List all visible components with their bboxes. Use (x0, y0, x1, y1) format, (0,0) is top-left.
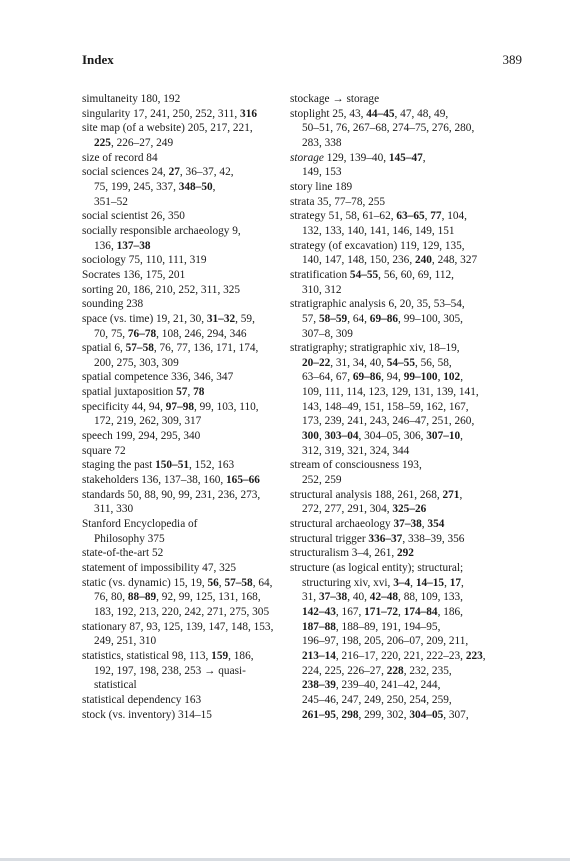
index-entry-continuation: 50–51, 76, 267–68, 274–75, 276, 280, (302, 122, 475, 135)
index-entry (290, 341, 535, 458)
index-entry-continuation: 249, 251, 310 (94, 635, 157, 648)
index-entry (290, 268, 535, 297)
index-entry (82, 341, 282, 370)
index-entry-continuation: 310, 312 (302, 283, 342, 296)
index-entry-line: spatial 6, 57–58, 76, 77, 136, 171, 174, (82, 342, 259, 355)
index-entry (82, 429, 282, 444)
index-entry (82, 473, 282, 488)
index-entry (82, 649, 282, 693)
page-title: Index (82, 52, 114, 67)
index-entry-line: standards 50, 88, 90, 99, 231, 236, 273, (82, 488, 261, 501)
index-entry-line: singularity 17, 241, 250, 252, 311, 316 (82, 107, 257, 120)
index-entry (82, 297, 282, 312)
index-entry (82, 561, 282, 576)
index-entry-continuation: 143, 148–49, 151, 158–59, 162, 167, (302, 400, 469, 413)
index-entry-line: strategy (of excavation) 119, 129, 135, (290, 239, 465, 252)
index-entry (290, 180, 535, 195)
index-entry-continuation: 272, 277, 291, 304, 325–26 (302, 503, 427, 516)
index-entry (290, 92, 535, 107)
index-entry-line: socially responsible archaeology 9, (82, 224, 241, 237)
index-entry (82, 224, 282, 253)
index-entry (82, 620, 282, 649)
index-entry-continuation: 57, 58–59, 64, 69–86, 99–100, 305, (302, 312, 464, 325)
index-entry-continuation: 224, 225, 226–27, 228, 232, 235, (302, 664, 452, 677)
index-entry-continuation: 63–64, 67, 69–86, 94, 99–100, 102, (302, 371, 464, 384)
index-entry-continuation: 136, 137–38 (94, 239, 151, 252)
index-entry-continuation: 76, 80, 88–89, 92, 99, 125, 131, 168, (94, 591, 261, 604)
index-entry-line: square 72 (82, 444, 126, 457)
index-entry-continuation: 183, 192, 213, 220, 242, 271, 275, 305 (94, 605, 270, 618)
index-entry (290, 517, 535, 532)
index-entry-line: stakeholders 136, 137–38, 160, 165–66 (82, 474, 260, 487)
index-entry-continuation: 351–52 (94, 195, 128, 208)
index-entry-continuation: 132, 133, 140, 141, 146, 149, 151 (302, 224, 455, 237)
index-entry-line: stratigraphy; stratigraphic xiv, 18–19, (290, 342, 460, 355)
index-entry-continuation: 200, 275, 303, 309 (94, 356, 179, 369)
index-entry (290, 297, 535, 341)
index-entry (82, 151, 282, 166)
index-entry-line: Stanford Encyclopedia of (82, 518, 198, 531)
index-column-left (82, 92, 282, 722)
page-number: 389 (502, 52, 522, 67)
index-entry-continuation: Philosophy 375 (94, 532, 165, 545)
index-entry (82, 488, 282, 517)
index-entry (82, 385, 282, 400)
index-entry-line: spatial juxtaposition 57, 78 (82, 386, 205, 399)
index-entry-continuation: 109, 111, 114, 123, 129, 131, 139, 141, (302, 386, 479, 399)
index-entry (290, 239, 535, 268)
index-entry-line: simultaneity 180, 192 (82, 93, 181, 105)
index-entry-line: strata 35, 77–78, 255 (290, 195, 386, 208)
index-entry-line: stoplight 25, 43, 44–45, 47, 48, 49, (290, 107, 449, 120)
index-entry (82, 576, 282, 620)
index-entry (82, 253, 282, 268)
index-entry (82, 92, 282, 107)
index-entry-continuation: 20–22, 31, 34, 40, 54–55, 56, 58, (302, 356, 452, 369)
index-entry-continuation: 187–88, 188–89, 191, 194–95, (302, 620, 441, 633)
index-entry-line: stock (vs. inventory) 314–15 (82, 708, 212, 721)
index-entry (82, 370, 282, 385)
index-entry-line: stratification 54–55, 56, 60, 69, 112, (290, 268, 455, 281)
index-entry-line: structural archaeology 37–38, 354 (290, 518, 445, 531)
index-entry-continuation: 238–39, 239–40, 241–42, 244, (302, 679, 441, 692)
index-entry (290, 107, 535, 151)
index-entry-continuation: 31, 37–38, 40, 42–48, 88, 109, 133, (302, 591, 464, 604)
index-entry-line: statistics, statistical 98, 113, 159, 186, (82, 649, 254, 662)
index-entry-line: statistical dependency 163 (82, 693, 202, 706)
index-entry-line: statement of impossibility 47, 325 (82, 562, 237, 574)
running-head (82, 52, 522, 68)
index-entry-continuation: 300, 303–04, 304–05, 306, 307–10, (302, 430, 463, 443)
index-entry-line: structure (as logical entity); structural; (290, 562, 464, 574)
index-entry-continuation: 307–8, 309 (302, 327, 353, 340)
index-entry (290, 458, 535, 487)
index-entry-continuation: 173, 239, 241, 243, 246–47, 251, 260, (302, 415, 475, 428)
index-entry-line: sorting 20, 186, 210, 252, 311, 325 (82, 283, 241, 296)
index-entry-line: state-of-the-art 52 (82, 547, 164, 560)
index-entry-line: staging the past 150–51, 152, 163 (82, 459, 235, 472)
index-entry (82, 283, 282, 298)
index-entry-line: structural analysis 188, 261, 268, 271, (290, 488, 463, 501)
index-entry (82, 517, 282, 546)
index-entry-continuation: 142–43, 167, 171–72, 174–84, 186, (302, 605, 463, 618)
index-entry (82, 400, 282, 429)
index-entry-line: static (vs. dynamic) 15, 19, 56, 57–58, 64, (82, 576, 273, 589)
index-entry (290, 209, 535, 238)
index-entry-continuation: 245–46, 247, 249, 250, 254, 259, (302, 693, 452, 706)
index-entry-line: structural trigger 336–37, 338–39, 356 (290, 532, 465, 545)
index-entry-continuation: 213–14, 216–17, 220, 221, 222–23, 223, (302, 649, 486, 662)
index-entry (82, 209, 282, 224)
index-entry (82, 312, 282, 341)
index-entry-continuation: 311, 330 (94, 503, 134, 516)
index-entry (82, 268, 282, 283)
index-entry-line: site map (of a website) 205, 217, 221, (82, 122, 253, 135)
index-entry (82, 458, 282, 473)
index-entry-line: stationary 87, 93, 125, 139, 147, 148, 153, (82, 620, 274, 633)
index-entry-continuation: 75, 199, 245, 337, 348–50, (94, 180, 216, 193)
index-entry-continuation: 196–97, 198, 205, 206–07, 209, 211, (302, 635, 469, 648)
index-entry-line: stockage → storage (290, 93, 380, 105)
index-entry (290, 195, 535, 210)
index-entry (290, 151, 535, 180)
index-entry-continuation: 225, 226–27, 249 (94, 136, 174, 149)
index-entry-line: story line 189 (290, 180, 353, 193)
index-entry-continuation: structuring xiv, xvi, 3–4, 14–15, 17, (302, 576, 464, 589)
index-entry-line: social sciences 24, 27, 36–37, 42, (82, 166, 234, 179)
index-entry-continuation: 70, 75, 76–78, 108, 246, 294, 346 (94, 327, 247, 340)
index-entry (290, 561, 535, 722)
index-entry-line: space (vs. time) 19, 21, 30, 31–32, 59, (82, 312, 255, 325)
index-entry (82, 165, 282, 209)
index-entry-line: sociology 75, 110, 111, 319 (82, 254, 207, 267)
index-entry-continuation: 312, 319, 321, 324, 344 (302, 444, 410, 457)
index-entry-continuation: 140, 147, 148, 150, 236, 240, 248, 327 (302, 254, 478, 267)
index-entry-line: sounding 238 (82, 298, 144, 311)
index-entry-continuation: 261–95, 298, 299, 302, 304–05, 307, (302, 708, 469, 721)
index-entry-line: Socrates 136, 175, 201 (82, 268, 186, 281)
index-entry (290, 532, 535, 547)
index-entry-continuation: statistical (94, 679, 137, 692)
index-entry-line: speech 199, 294, 295, 340 (82, 430, 201, 443)
index-entry-continuation: 192, 197, 198, 238, 253 → quasi- (94, 664, 246, 677)
index-entry (82, 708, 282, 723)
index-entry-line: structuralism 3–4, 261, 292 (290, 547, 414, 560)
index-entry (82, 546, 282, 561)
index-entry-line: stratigraphic analysis 6, 20, 35, 53–54, (290, 298, 465, 311)
index-entry (82, 444, 282, 459)
index-entry-continuation: 252, 259 (302, 474, 342, 487)
index-entry (82, 121, 282, 150)
index-entry (290, 488, 535, 517)
index-column-right (290, 92, 535, 722)
index-entry-line: specificity 44, 94, 97–98, 99, 103, 110, (82, 400, 259, 413)
index-entry-line: spatial competence 336, 346, 347 (82, 371, 234, 384)
index-entry-line: stream of consciousness 193, (290, 459, 422, 472)
index-entry-continuation: 172, 219, 262, 309, 317 (94, 415, 202, 428)
index-entry-line: size of record 84 (82, 151, 158, 164)
index-entry-continuation: 149, 153 (302, 166, 342, 179)
index-entry (290, 546, 535, 561)
index-entry-line: social scientist 26, 350 (82, 210, 185, 223)
index-entry (82, 107, 282, 122)
index-entry (82, 693, 282, 708)
index-entry-continuation: 283, 338 (302, 136, 342, 149)
index-entry-line: strategy 51, 58, 61–62, 63–65, 77, 104, (290, 210, 467, 223)
index-entry-line: storage 129, 139–40, 145–47, (290, 151, 426, 164)
